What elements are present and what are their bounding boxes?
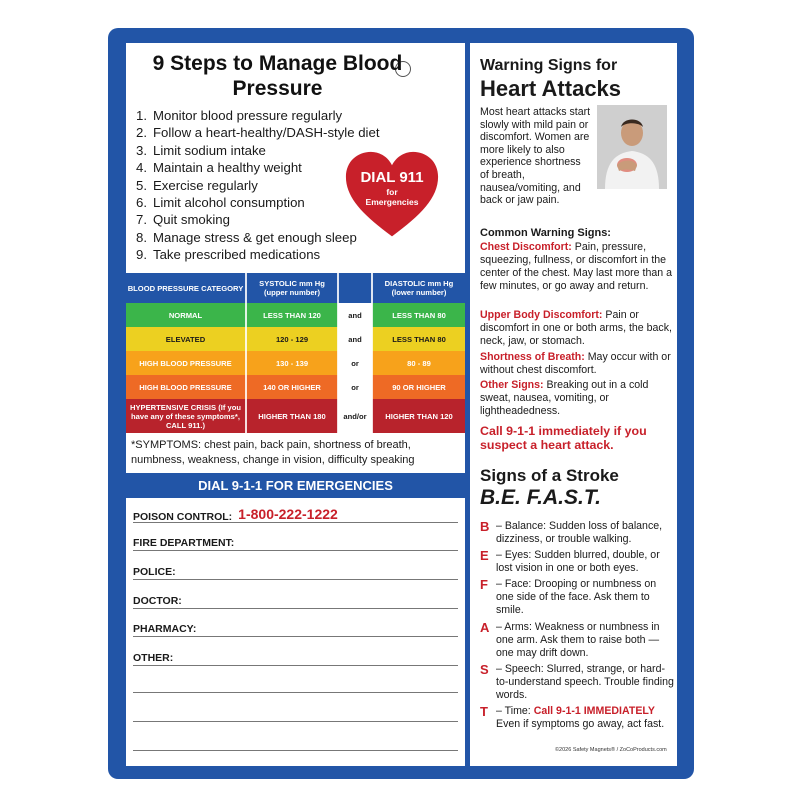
befast-letter: F — [480, 577, 488, 592]
sign-text: Breaking out in a cold sweat, nausea, vomiting, or lightheadedness. — [480, 379, 649, 417]
heart-attack-intro — [480, 106, 675, 207]
steps-list — [136, 107, 379, 264]
table-cell: HIGH BLOOD PRESSURE — [126, 375, 246, 399]
table-row — [126, 399, 465, 433]
befast-text-pre: – Time: — [496, 705, 534, 717]
table-cell: HIGH BLOOD PRESSURE — [126, 351, 246, 375]
table-row — [126, 327, 465, 351]
heart-attack-title: Warning Signs for — [480, 57, 618, 74]
heart-main-text: DIAL 911 — [360, 169, 424, 186]
dial-911-heart-text — [350, 169, 434, 207]
sign-label: Other Signs: — [480, 379, 544, 391]
sign-text: Pain, pressure, squeezing, fullness, or discomfort in the center of the chest. May last more than a few minutes, or go away and return. — [480, 241, 672, 292]
table-header-row — [126, 273, 465, 303]
sign-label: Upper Body Discomfort: — [480, 309, 603, 321]
police-field[interactable] — [133, 565, 458, 580]
column-header: SYSTOLIC mm Hg (upper number) — [246, 273, 338, 303]
other-signs-text — [480, 379, 675, 418]
copyright: ©2026 Safety Magnets® / ZoCoProducts.com — [555, 747, 667, 753]
blank-line[interactable] — [133, 750, 458, 751]
table-cell: LESS THAN 80 — [372, 303, 465, 327]
table-cell: LESS THAN 120 — [246, 303, 338, 327]
list-item: 3. Limit sodium intake — [136, 142, 266, 158]
list-item: 4. Maintain a healthy weight — [136, 160, 302, 176]
field-label: PHARMACY: — [133, 623, 197, 635]
list-item: 5. Exercise regularly — [136, 177, 258, 193]
befast-item-f — [480, 578, 675, 617]
heart-sub-text: for — [386, 187, 398, 197]
befast-text: – Balance: Sudden loss of balance, dizziness, or trouble walking. — [496, 520, 663, 545]
befast-letter: T — [480, 704, 488, 719]
list-item: 7. Quit smoking — [136, 212, 230, 228]
table-cell: 80 - 89 — [372, 351, 465, 375]
field-label: DOCTOR: — [133, 595, 182, 607]
blood-pressure-table — [126, 273, 465, 433]
befast-text — [496, 705, 675, 731]
fire-department-field[interactable] — [133, 536, 458, 551]
stroke-title: Signs of a Stroke — [480, 466, 619, 485]
blank-line[interactable] — [133, 721, 458, 722]
sign-label: Chest Discomfort: — [480, 241, 572, 253]
table-cell: and/or — [338, 399, 372, 433]
table-row — [126, 375, 465, 399]
sign-text: Pain or discomfort in one or both arms, the back, neck, jaw, or stomach. — [480, 309, 672, 347]
poison-control-field[interactable] — [133, 508, 458, 523]
table-cell: 130 - 139 — [246, 351, 338, 375]
befast-text-post: Even if symptoms go away, act fast. — [496, 718, 665, 730]
befast-text: – Speech: Slurred, strange, or hard-to-understand speech. Trouble finding words. — [496, 663, 674, 701]
table-cell: HYPERTENSIVE CRISIS (If you have any of these symptoms*, CALL 911.) — [126, 399, 246, 433]
page-title: 9 Steps to Manage Blood Pressure — [152, 52, 403, 100]
upper-body-text — [480, 309, 675, 348]
emergency-bar: DIAL 9-1-1 FOR EMERGENCIES — [126, 474, 465, 498]
shortness-breath-text — [480, 351, 675, 377]
call-911-text: Call 9-1-1 immediately if you suspect a heart attack. — [480, 424, 647, 452]
table-cell: 90 OR HIGHER — [372, 375, 465, 399]
befast-title: B.E. F.A.S.T. — [480, 486, 601, 509]
common-signs-heading: Common Warning Signs: — [480, 227, 611, 239]
befast-item-a — [480, 621, 675, 660]
table-cell: or — [338, 351, 372, 375]
befast-letter: B — [480, 519, 490, 534]
symptoms-note: *SYMPTOMS: chest pain, back pain, shortness of breath, numbness, weakness, change in vision, difficulty speaking — [131, 439, 415, 466]
field-label: POLICE: — [133, 566, 176, 578]
chest-discomfort-text — [480, 241, 675, 293]
table-cell: NORMAL — [126, 303, 246, 327]
befast-text: – Face: Drooping or numbness on one side of the face. Ask them to smile. — [496, 578, 657, 616]
befast-text: – Eyes: Sudden blurred, double, or lost vision in one or both eyes. — [496, 549, 660, 574]
heart-sub-text-2: Emergencies — [365, 197, 419, 207]
befast-text-red: Call 9-1-1 IMMEDIATELY — [533, 705, 655, 717]
table-cell: and — [338, 327, 372, 351]
table-cell: HIGHER THAN 180 — [246, 399, 338, 433]
column-header — [338, 273, 372, 303]
table-cell: or — [338, 375, 372, 399]
list-item: 6. Limit alcohol consumption — [136, 195, 305, 211]
sign-label: Shortness of Breath: — [480, 351, 585, 363]
intro-text: Most heart attacks start slowly with mild pain or discomfort. Women are more likely to also experience shortness of breath, nausea/vomiting, and back or jaw pain. — [480, 106, 591, 207]
table-cell: and — [338, 303, 372, 327]
sign-text: May occur with or without chest discomfort. — [480, 351, 671, 376]
list-item: 2. Follow a heart-healthy/DASH-style diet — [136, 125, 380, 141]
list-item: 1. Monitor blood pressure regularly — [136, 108, 343, 123]
table-cell: HIGHER THAN 120 — [372, 399, 465, 433]
befast-item-e — [480, 549, 675, 575]
blank-line[interactable] — [133, 692, 458, 693]
poison-control-number: 1-800-222-1222 — [238, 506, 338, 522]
befast-item-t — [480, 705, 675, 731]
table-cell: 140 OR HIGHER — [246, 375, 338, 399]
befast-text: – Arms: Weakness or numbness in one arm. Ask them to raise both — one may drift down. — [496, 621, 660, 659]
list-item: 9. Take prescribed medications — [136, 247, 321, 263]
table-cell: LESS THAN 80 — [372, 327, 465, 351]
table-row — [126, 351, 465, 375]
table-cell: ELEVATED — [126, 327, 246, 351]
other-field[interactable] — [133, 651, 458, 666]
list-item: 8. Manage stress & get enough sleep — [136, 229, 357, 245]
befast-item-b — [480, 520, 675, 546]
field-label: OTHER: — [133, 652, 174, 664]
column-header: DIASTOLIC mm Hg (lower number) — [372, 273, 465, 303]
table-row — [126, 303, 465, 327]
table-cell: 120 - 129 — [246, 327, 338, 351]
befast-letter: S — [480, 662, 489, 677]
doctor-field[interactable] — [133, 594, 458, 609]
pharmacy-field[interactable] — [133, 622, 458, 637]
column-header: BLOOD PRESSURE CATEGORY — [126, 273, 246, 303]
befast-letter: E — [480, 548, 489, 563]
field-label: POISON CONTROL: — [133, 511, 233, 523]
befast-item-s — [480, 663, 675, 702]
befast-letter: A — [480, 620, 490, 635]
field-label: FIRE DEPARTMENT: — [133, 537, 235, 549]
heart-attack-title-large: Heart Attacks — [480, 76, 622, 101]
